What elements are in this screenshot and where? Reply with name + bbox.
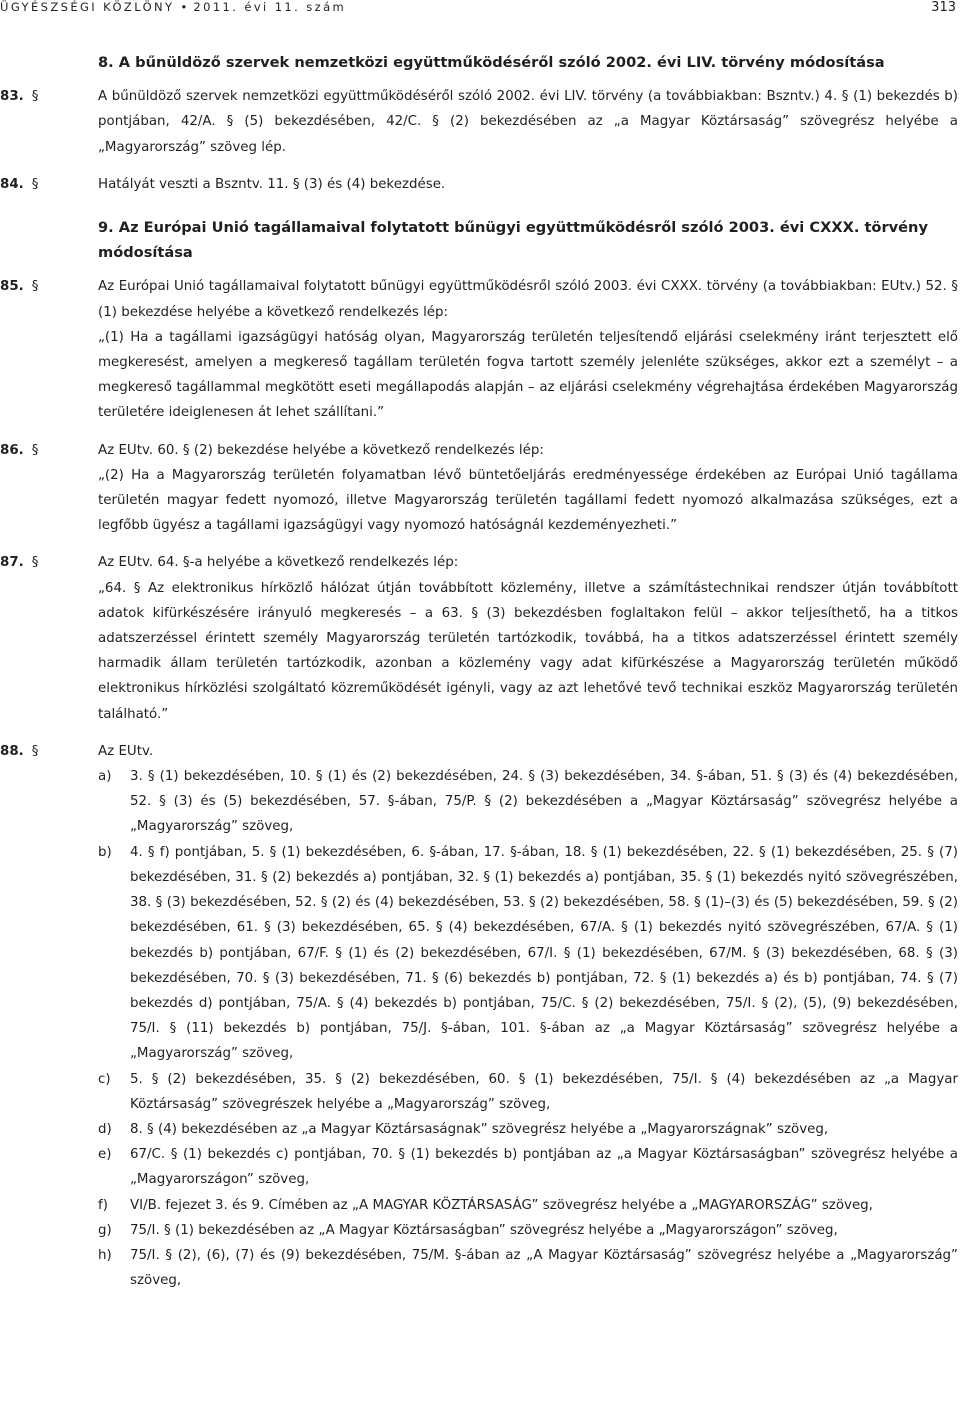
issue-label: 2011. évi 11. szám: [193, 0, 347, 14]
paragraph-intro: Az EUtv. 60. § (2) bekezdése helyébe a következő rendelkezés lép:: [98, 442, 544, 458]
item-label: d): [98, 1121, 112, 1137]
paragraph-intro: Az EUtv. 64. §-a helyébe a következő rendelkezés lép:: [98, 555, 459, 571]
list-item-h: [98, 1243, 958, 1293]
section-symbol: §: [31, 442, 39, 458]
list-item-g: [98, 1218, 958, 1243]
list-item-d: [98, 1117, 958, 1142]
paragraph-86: [0, 438, 958, 539]
paragraph-number-value: 87.: [0, 555, 24, 571]
paragraph-88: [0, 739, 958, 1293]
quoted-provision: „64. § Az elektronikus hírközlő hálózat útján továbbított közlemény, illetve a számítástechnikai rendszer útján továbbított adatok kifürkészésére irányuló megkeresés – a 63. § (3) bekezdésben foglaltakon felül – akkor teljesíthető, ha a titkos adatszerzéssel érintett személy Magyarország területén tartózkodik, továbbá, ha a titkos adatszerzéssel érintett személy harmadik állam területén tartózkodik, azonban a közlemény vagy adat kifürkészése a Magyarország területén működő elektronikus hírközlési szolgáltató közreműködését igényli, vagy az azt lehetővé tevő technikai eszköz Magyarország területén található.”: [98, 580, 958, 722]
paragraph-text: A bűnüldöző szervek nemzetközi együttműködéséről szóló 2002. évi LIV. törvény (a továbbiakban: Bszntv.) 4. § (1) bekezdés b) pontjában, 42/A. § (5) bekezdésében, 42/C. § (2) bekezdésében az „a Magyar Köztársaság” szövegrész helyébe a „Magyarország” szöveg lép.: [98, 89, 958, 155]
paragraph-84: [0, 172, 958, 197]
paragraph-intro: Az Európai Unió tagállamaival folytatott bűnügyi együttműködésről szóló 2003. évi CXXX. törvény (a továbbiakban: EUtv.) 52. § (1) bekezdése helyébe a következő rendelkezés lép:: [98, 279, 958, 320]
item-label: e): [98, 1147, 112, 1163]
item-label: c): [98, 1071, 111, 1087]
item-text: 75/I. § (2), (6), (7) és (9) bekezdésében, 75/M. §-ában az „A Magyar Köztársaság” szövegrész helyébe a „Magyarország” szöveg,: [130, 1247, 958, 1289]
page-number: 313: [931, 0, 956, 15]
section-symbol: §: [31, 176, 39, 192]
paragraph-number: [0, 438, 38, 463]
paragraph-number: [0, 739, 38, 764]
paragraph-number-value: 83.: [0, 89, 24, 105]
list-item-c: [98, 1067, 958, 1117]
section-symbol: §: [31, 279, 39, 295]
section-symbol: §: [31, 555, 39, 571]
quoted-provision: „(1) Ha a tagállami igazságügyi hatóság olyan, Magyarország területén teljesítendő eljárási cselekmény iránt terjesztett elő megkeresést, amelyen a megkereső tagállam területén fogva tartott személy jelenléte szükséges, akkor ezt a személyt – a megkereső tagállammal megkötött eseti megállapodás alapján – az eljárási cselekmény végrehajtása érdekében Magyarország területére ideiglenesen át lehet szállítani.”: [98, 329, 958, 421]
document-body: [0, 50, 958, 1293]
paragraph-87: [0, 550, 958, 726]
header-separator: •: [180, 0, 188, 14]
section-8-heading: 8. A bűnüldöző szervek nemzetközi együttműködéséről szóló 2002. évi LIV. törvény módosítása: [98, 54, 885, 71]
paragraph-number: [0, 84, 38, 109]
quoted-provision: „(2) Ha a Magyarország területén folyamatban lévő büntetőeljárás eredményessége érdekében az Európai Unió tagállama területén magyar fedett nyomozó, illetve Magyarország területén tagállami fedett nyomozó alkalmazása szükséges, ezt a legfőbb ügyész a tagállami igazságügyi vagy nyomozó hatóságnál kezdeményezheti.”: [98, 467, 958, 534]
item-text: 3. § (1) bekezdésében, 10. § (1) és (2) bekezdésében, 24. § (3) bekezdésében, 34. §-ában, 51. § (3) és (4) bekezdésében, 52. § (3) és (5) bekezdésében, 57. §-ában, 75/P. § (2) bekezdésében a „Magyar Köztársaság” szövegrész helyébe a „Magyarország” szöveg,: [130, 769, 958, 835]
section-symbol: §: [31, 743, 39, 759]
item-label: g): [98, 1222, 112, 1238]
item-text: 67/C. § (1) bekezdés c) pontjában, 70. § (1) bekezdés b) pontjában az „a Magyar Köztársaságban” szövegrész helyébe a „Magyarországon” szöveg,: [130, 1147, 958, 1188]
item-label: b): [98, 844, 112, 860]
list-item-e: [98, 1142, 958, 1192]
paragraph-number-value: 84.: [0, 176, 24, 192]
paragraph-85: [0, 274, 958, 425]
section-symbol: §: [31, 89, 39, 105]
item-label: f): [98, 1197, 108, 1213]
page-header: [0, 0, 960, 24]
running-header: [0, 0, 346, 14]
item-label: h): [98, 1247, 112, 1263]
paragraph-83: [0, 84, 958, 160]
item-text: 8. § (4) bekezdésében az „a Magyar Köztársaságnak” szövegrész helyébe a „Magyarországnak” szöveg,: [130, 1121, 829, 1137]
item-text: VI/B. fejezet 3. és 9. Címében az „A MAGYAR KÖZTÁRSASÁG” szövegrész helyébe a „MAGYARORSZÁG” szöveg,: [130, 1197, 873, 1213]
paragraph-number-value: 88.: [0, 743, 24, 759]
list-item-f: [98, 1193, 958, 1218]
paragraph-number-value: 86.: [0, 442, 24, 458]
list-item-b: [98, 840, 958, 1067]
paragraph-number: [0, 172, 38, 197]
journal-title: ÜGYÉSZSÉGI KÖZLÖNY: [0, 0, 175, 14]
section-9-heading: 9. Az Európai Unió tagállamaival folytatott bűnügyi együttműködésről szóló 2003. évi CXXX. törvény módosítása: [98, 219, 928, 262]
item-label: a): [98, 769, 112, 785]
item-text: 5. § (2) bekezdésében, 35. § (2) bekezdésében, 60. § (1) bekezdésében, 75/I. § (4) bekezdésében az „a Magyar Köztársaság” szövegrészek helyébe a „Magyarország” szöveg,: [130, 1071, 958, 1112]
paragraph-number-value: 85.: [0, 279, 24, 295]
paragraph-intro: Az EUtv.: [98, 743, 154, 759]
paragraph-number: [0, 274, 38, 299]
item-text: 75/I. § (1) bekezdésében az „A Magyar Köztársaságban” szövegrész helyébe a „Magyarországon” szöveg,: [130, 1222, 838, 1238]
item-text: 4. § f) pontjában, 5. § (1) bekezdésében, 6. §-ában, 17. §-ában, 18. § (1) bekezdésében, 22. § (1) bekezdésében, 25. § (7) bekezdésében, 31. § (2) bekezdés a) pontjában, 32. § (1) bekezdés a) pontjában, 35. § (1) bekezdés nyitó szövegrészében, 38. § (3) bekezdésében, 52. § (2) és (4) bekezdésében, 53. § (2) bekezdésében, 58. § (1)–(3) és (5) bekezdésében, 59. § (2) bekezdésében, 61. § (3) bekezdésében, 65. § (4) bekezdésében, 67/A. § (1) bekezdés nyitó szövegrészében, 67/A. § (1) bekezdés b) pontjában, 67/F. § (1) és (2) bekezdésében, 67/I. § (1) bekezdésében, 67/M. § (3) bekezdésében, 68. § (3) bekezdésében, 70. § (3) bekezdésében, 71. § (6) bekezdés b) pontjában, 72. § (1) bekezdés a) és b) pontjában, 74. § (7) bekezdés d) pontjában, 75/A. § (4) bekezdés b) pontjában, 75/C. § (2) bekezdésében, 75/I. § (2), (5), (9) bekezdésében, 75/I. § (11) bekezdés b) pontjában, 75/J. §-ában, 101. §-ában az „a Magyar Köztársaság” szövegrész helyébe a „Magyarország” szöveg,: [130, 844, 958, 1062]
list-item-a: [98, 764, 958, 840]
paragraph-text: Hatályát veszti a Bszntv. 11. § (3) és (4) bekezdése.: [98, 176, 446, 192]
paragraph-number: [0, 550, 38, 575]
